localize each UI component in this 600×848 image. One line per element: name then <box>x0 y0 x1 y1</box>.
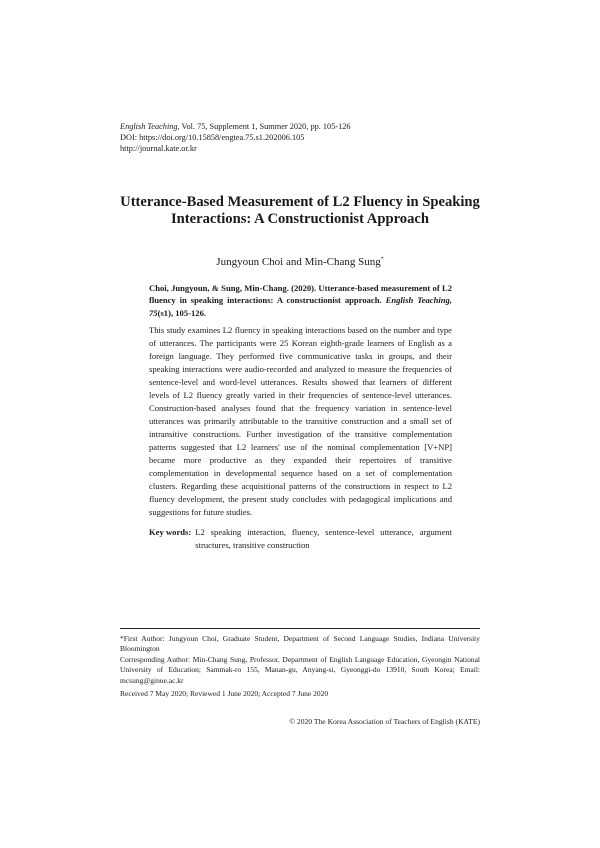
title-line-1: Utterance-Based Measurement of L2 Fluency in Speaking <box>120 194 480 210</box>
journal-name: English Teaching <box>120 122 178 131</box>
footnote-divider <box>120 628 480 629</box>
citation-text: Choi, Jungyoun, & Sung, Min-Chang. (2020). Utterance-based measurement of L2 fluency in speaking interactions: A constructionist approach. <box>149 283 452 306</box>
copyright-notice: © 2020 The Korea Association of Teachers of English (KATE) <box>289 717 480 726</box>
title-line-2: Interactions: A Constructionist Approach <box>171 211 429 227</box>
journal-header <box>120 121 351 154</box>
corresponding-author-note: Corresponding Author: Min-Chang Sung, Professor, Department of English Language Education, Gyeongin National University of Education; Sammak-ro 155, Manan-gu, Anyang-si, Gyeonggi-do 13910, South Korea; Email: mcsung@ginue.ac.kr <box>120 654 480 685</box>
citation-journal: English Teaching, <box>385 295 453 306</box>
first-author-note: *First Author: Jungyoun Choi, Graduate Student, Department of Second Language Studies, Indiana University Bloomington <box>120 634 480 654</box>
keywords-block <box>149 526 452 552</box>
abstract-paragraph: This study examines L2 fluency in speaking interactions based on the number and type of utterances. The participants were 25 Korean eighth-grade learners of English as a foreign language. They performed five communicative tasks in groups, and their speaking interactions were audio-recorded and analyzed to measure the frequencies of sentence-level and word-level utterances. Results showed that learners of different levels of L2 fluency greatly varied in their frequencies of sentence-level utterances. Construction-based analyses found that the frequency variation in sentence-level utterances was primarily attributable to the transitive construction and a small set of intransitive constructions. Further investigation of the transitive complementation patterns suggested that L2 learners' use of the nominal complementation [V+NP] became more productive as they expanded their repertoires of transitive complementation in developmental sequence based on a set of complementation clusters. Regarding these acquisitional patterns of the constructions in respect to L2 fluency development, the present study concludes with pedagogical implications and suggestions for future studies. <box>149 325 452 517</box>
citation-pages: (s1), 105-126. <box>157 307 207 318</box>
received-dates: Received 7 May 2020; Reviewed 1 June 2020; Accepted 7 June 2020 <box>120 689 329 699</box>
author-line <box>120 256 480 268</box>
citation-block <box>149 282 452 319</box>
doi-line: DOI: https://doi.org/10.15858/engtea.75.s1.202006.105 <box>120 133 305 142</box>
keywords-label: Key words: <box>149 527 192 537</box>
paper-title <box>110 194 490 228</box>
citation-volume: 75 <box>149 307 158 318</box>
keywords-list: L2 speaking interaction, fluency, sentence-level utterance, argument structures, transitive construction <box>195 527 452 550</box>
journal-volume-pages: , Vol. 75, Supplement 1, Summer 2020, pp. 105-126 <box>177 122 351 131</box>
journal-citation-line <box>120 121 351 132</box>
author-names: Jungyoun Choi and Min-Chang Sung <box>216 256 381 268</box>
footnotes <box>120 634 480 699</box>
journal-url: http://journal.kate.or.kr <box>120 144 197 153</box>
author-footnote-mark: * <box>380 256 384 263</box>
